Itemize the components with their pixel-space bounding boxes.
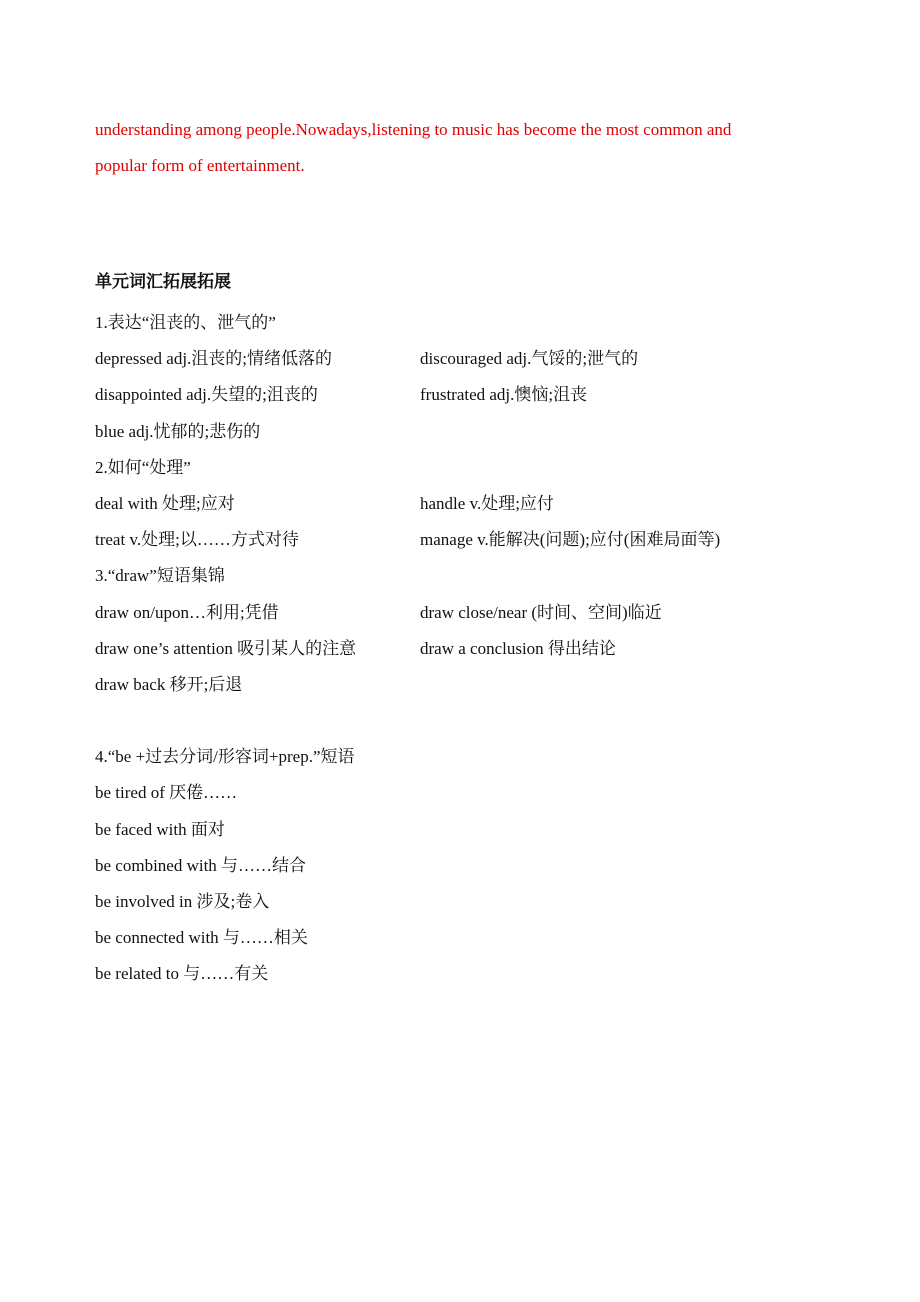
vocab-row <box>95 595 875 631</box>
vocab-entry: frustrated adj.懊恼;沮丧 <box>420 385 588 405</box>
section-heading: 单元词汇拓展拓展 <box>95 272 231 292</box>
vocab-entry: draw on/upon…利用;凭借 <box>95 602 279 622</box>
vocab-entry: depressed adj.沮丧的;情绪低落的 <box>95 349 333 369</box>
vocab-entry: discouraged adj.气馁的;泄气的 <box>420 349 639 369</box>
vocab-row <box>95 667 875 703</box>
vocab-entry: be connected with 与……相关 <box>95 928 308 948</box>
vocab-entry: be related to 与……有关 <box>95 964 269 984</box>
vocab-entry: treat v.处理;以……方式对待 <box>95 530 299 550</box>
vocab-entry: disappointed adj.失望的;沮丧的 <box>95 385 318 405</box>
subsection-title-text: 2.如何“处理” <box>95 457 191 477</box>
vocab-entry: draw back 移开;后退 <box>95 674 243 694</box>
vocab-entry: draw close/near (时间、空间)临近 <box>420 602 662 622</box>
section-gap <box>95 703 875 739</box>
vocab-entry: be faced with 面对 <box>95 819 225 839</box>
subsection-title-text: 3.“draw”短语集锦 <box>95 566 225 586</box>
vocab-row <box>95 414 875 450</box>
subsection-title <box>95 305 875 341</box>
subsection-title-text: 1.表达“沮丧的、泄气的” <box>95 313 276 332</box>
subsection-title-text: 4.“be +过去分词/形容词+prep.”短语 <box>95 747 355 767</box>
vocab-row <box>95 884 875 920</box>
vocab-row <box>95 377 875 413</box>
vocab-entry: deal with 处理;应对 <box>95 493 235 513</box>
vocab-row <box>95 775 875 811</box>
intro-line-1: understanding among people.Nowadays,listening to music has become the most common and <box>95 120 732 139</box>
vocab-row <box>95 812 875 848</box>
vocab-entry: be tired of 厌倦…… <box>95 783 238 803</box>
vocab-entry: manage v.能解决(问题);应付(困难局面等) <box>420 530 721 550</box>
vocab-row <box>95 522 875 558</box>
vocab-row <box>95 631 875 667</box>
vocab-row <box>95 486 875 522</box>
vocab-entry: draw one’s attention 吸引某人的注意 <box>95 638 357 658</box>
vocab-entry: draw a conclusion 得出结论 <box>420 638 616 658</box>
vocab-row <box>95 956 875 992</box>
vocab-row <box>95 848 875 884</box>
subsection-title <box>95 739 875 775</box>
intro-line-2: popular form of entertainment. <box>95 156 305 175</box>
subsection-title <box>95 450 875 486</box>
vocab-row <box>95 341 875 377</box>
subsection-title <box>95 558 875 594</box>
vocabulary-list <box>95 305 875 993</box>
vocab-row <box>95 920 875 956</box>
intro-paragraph <box>95 112 855 184</box>
vocab-entry: blue adj.忧郁的;悲伤的 <box>95 421 261 441</box>
vocab-entry: be involved in 涉及;卷入 <box>95 892 270 911</box>
vocab-entry: handle v.处理;应付 <box>420 493 554 513</box>
vocab-entry: be combined with 与……结合 <box>95 855 307 875</box>
